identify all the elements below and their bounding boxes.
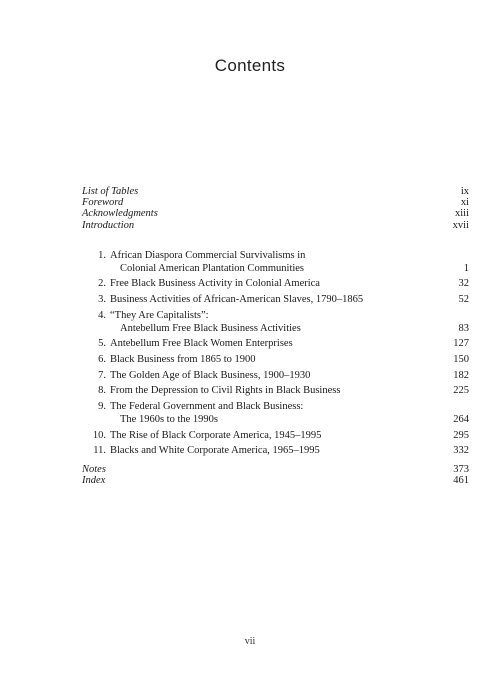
chapter-title-line1: The Golden Age of Black Business, 1900–1930	[110, 369, 311, 381]
chapter-page: 52	[458, 294, 469, 306]
chapter-title	[110, 278, 429, 291]
chapter-title-line1: The Federal Government and Black Business:	[110, 401, 304, 413]
back-matter-list	[82, 464, 469, 486]
chapter-item	[82, 338, 469, 351]
entry-label: Index	[82, 475, 106, 487]
chapter-title-line1: From the Depression to Civil Rights in Black Business	[110, 385, 341, 397]
chapter-item	[82, 278, 469, 291]
chapter-page: 32	[458, 278, 469, 290]
chapter-title	[110, 370, 429, 383]
chapter-title	[110, 354, 429, 367]
entry-page: xiii	[454, 208, 469, 220]
chapter-page: 83	[458, 322, 469, 334]
chapter-item	[82, 430, 469, 443]
chapter-title	[110, 430, 429, 443]
chapter-number: 11.	[93, 445, 106, 457]
chapter-title-line1: Free Black Business Activity in Colonial America	[110, 278, 320, 290]
back-matter-item	[82, 475, 469, 486]
chapter-page: 1	[463, 262, 469, 274]
chapter-page: 295	[453, 429, 469, 441]
entry-page: 373	[453, 464, 469, 475]
chapter-list	[82, 250, 469, 461]
front-matter-item	[82, 197, 469, 208]
chapter-page: 332	[453, 445, 469, 457]
chapter-number: 8.	[98, 385, 106, 397]
page-number: vii	[244, 636, 256, 647]
chapter-title-line1: “They Are Capitalists”:	[110, 309, 209, 321]
chapter-number: 6.	[98, 354, 106, 366]
chapter-item	[82, 250, 469, 276]
front-matter-list	[82, 186, 469, 231]
chapter-number: 4.	[98, 309, 106, 321]
chapter-number: 3.	[98, 294, 106, 306]
chapter-item	[82, 385, 469, 398]
chapter-title-line1: Black Business from 1865 to 1900	[110, 354, 256, 366]
chapter-title	[110, 401, 429, 427]
chapter-title-line2: Antebellum Free Black Business Activities	[120, 322, 301, 334]
chapter-item	[82, 370, 469, 383]
front-matter-item	[82, 220, 469, 231]
chapter-title-line1: The Rise of Black Corporate America, 1945–1995	[110, 429, 322, 441]
chapter-title-line1: Antebellum Free Black Women Enterprises	[110, 338, 293, 350]
chapter-number: 9.	[98, 401, 106, 413]
chapter-number: 10.	[92, 429, 106, 441]
entry-page: 461	[453, 475, 469, 487]
entry-page: xvii	[452, 219, 469, 231]
chapter-page: 127	[453, 338, 469, 350]
chapter-item	[82, 354, 469, 367]
entry-label: Acknowledgments	[82, 208, 158, 220]
chapter-page: 264	[453, 413, 469, 425]
chapter-title	[110, 294, 429, 307]
entry-label: List of Tables	[82, 186, 139, 197]
chapter-title	[110, 310, 429, 336]
chapter-item	[82, 294, 469, 307]
chapter-page: 182	[453, 369, 469, 381]
chapter-item	[82, 310, 469, 336]
chapter-title-line2: The 1960s to the 1990s	[120, 413, 218, 425]
chapter-page: 150	[453, 354, 469, 366]
chapter-item	[82, 445, 469, 458]
page-title: Contents	[214, 56, 286, 75]
chapter-title	[110, 250, 429, 276]
entry-label: Introduction	[82, 219, 135, 231]
chapter-title	[110, 385, 429, 398]
chapter-number: 2.	[98, 278, 106, 290]
chapter-title-line1: African Diaspora Commercial Survivalisms in	[110, 250, 306, 261]
chapter-number: 5.	[98, 338, 106, 350]
entry-label: Notes	[82, 464, 106, 475]
front-matter-item	[82, 208, 469, 219]
front-matter-item	[82, 186, 469, 197]
back-matter-item	[82, 464, 469, 475]
entry-label: Foreword	[82, 197, 124, 209]
chapter-title-line1: Business Activities of African-American Slaves, 1790–1865	[110, 294, 364, 306]
chapter-title	[110, 445, 429, 458]
chapter-number: 7.	[98, 369, 106, 381]
chapter-title-line1: Blacks and White Corporate America, 1965–1995	[110, 445, 320, 457]
chapter-page: 225	[453, 385, 469, 397]
chapter-title-line2: Colonial American Plantation Communities	[120, 262, 305, 274]
entry-page: ix	[460, 186, 469, 197]
chapter-number: 1.	[98, 250, 106, 261]
chapter-title	[110, 338, 429, 351]
entry-page: xi	[460, 197, 469, 209]
chapter-item	[82, 401, 469, 427]
